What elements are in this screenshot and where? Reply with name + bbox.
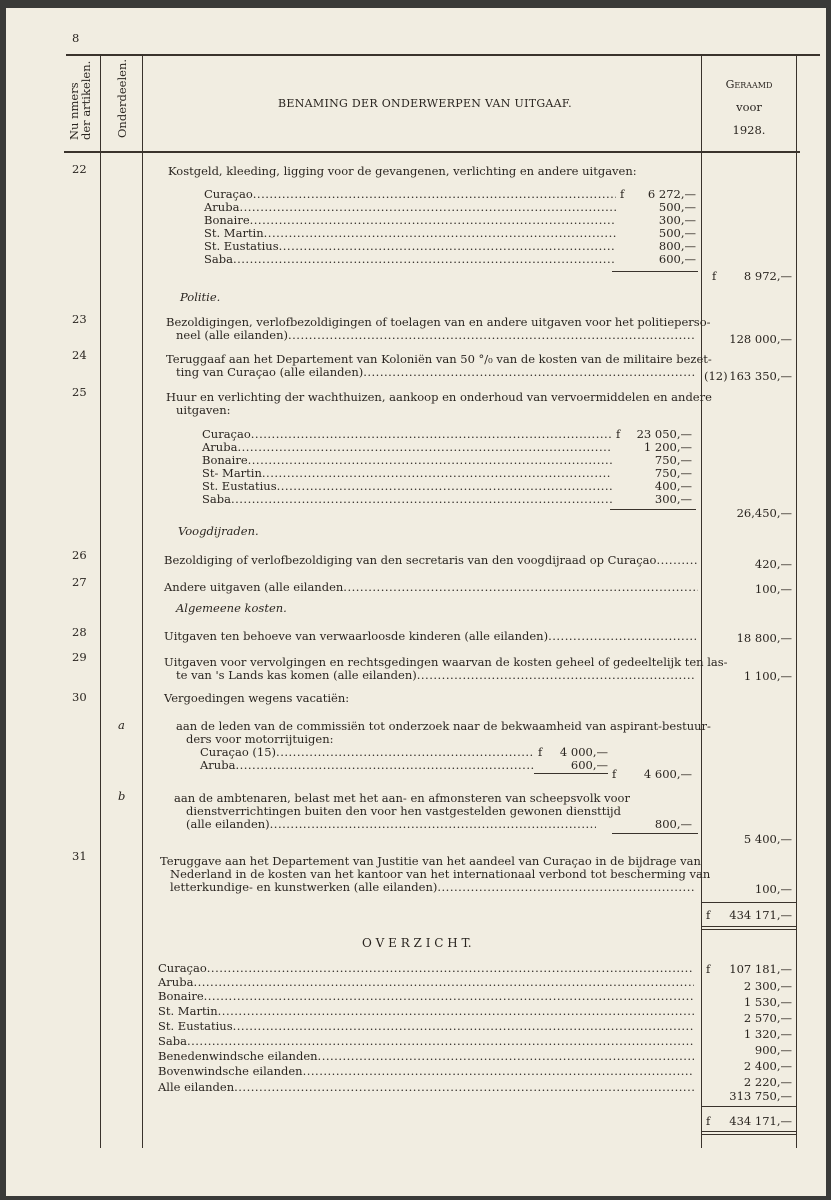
- article-text: Kostgeld, kleeding, ligging voor de gevangenen, verlichting en andere uitgaven:: [168, 164, 637, 178]
- total-rule: [702, 1106, 796, 1107]
- florin-sign: f: [538, 745, 543, 759]
- amount: 300,—: [658, 213, 696, 227]
- amount: 6 272,—: [647, 187, 696, 201]
- amount: 800,—: [658, 239, 696, 253]
- florin-sign: f: [706, 908, 711, 922]
- section-heading: Algemeene kosten.: [176, 601, 287, 615]
- document-page: [6, 8, 826, 1196]
- summary-amount: 1 530,—: [743, 995, 792, 1009]
- summary-row: Saba .....: [158, 1035, 694, 1048]
- article-number: 25: [72, 385, 87, 399]
- article-text: Uitgaven ten behoeve van verwaarloosde kinderen (alle eilanden) .....: [164, 630, 696, 643]
- article-text: Teruggave aan het Departement van Justitie van het aandeel van Curaçao in de bijdrage van: [160, 854, 701, 868]
- header-col-estimate-1: Geraamd: [725, 78, 773, 91]
- amount: 800,—: [654, 817, 692, 831]
- header-col-estimate-2: voor: [736, 100, 762, 114]
- article-number: 22: [72, 162, 87, 176]
- amount: 400,—: [654, 479, 692, 493]
- article-number: 23: [72, 312, 87, 326]
- article-total: 18 800,—: [736, 631, 792, 645]
- article-total: 128 000,—: [729, 332, 792, 346]
- florin-sign: f: [706, 1114, 711, 1128]
- summary-amount: 313 750,—: [729, 1089, 792, 1103]
- summary-amount: 900,—: [754, 1043, 792, 1057]
- article-text: Teruggaaf aan het Departement van Koloniën van 50 °/₀ van de kosten van de militaire bezet-: [166, 352, 712, 366]
- article-total: 100,—: [754, 582, 792, 596]
- column-rule: [142, 56, 143, 1148]
- total-rule: [702, 1134, 796, 1135]
- reference-note: (12): [704, 369, 728, 383]
- list-item: Curaçao .....: [204, 188, 616, 201]
- sum-rule: [610, 509, 696, 510]
- summary-row: Alle eilanden .....: [158, 1081, 694, 1094]
- sub-item-mark: b: [118, 789, 126, 803]
- florin-sign: f: [620, 187, 625, 201]
- amount: 23 050,—: [636, 427, 692, 441]
- amount: 300,—: [654, 492, 692, 506]
- article-number: 29: [72, 650, 87, 664]
- list-item: St. Martin .....: [204, 227, 616, 240]
- list-item: Aruba .....: [204, 201, 616, 214]
- list-item: Curaçao (15) .....: [200, 746, 534, 759]
- grand-total: 434 171,—: [729, 908, 792, 922]
- article-text: neel (alle eilanden) .....: [176, 329, 696, 342]
- sum-rule: [534, 773, 608, 774]
- florin-sign: f: [616, 427, 621, 441]
- article-text: Bezoldiging of verlofbezoldiging van den secretaris van den voogdijraad op Curaçao .....: [164, 554, 698, 567]
- article-total: 26,450,—: [736, 506, 792, 520]
- florin-sign: f: [612, 767, 617, 781]
- sub-item-mark: a: [118, 718, 125, 732]
- article-text: aan de leden van de commissiën tot onderzoek naar de bekwaamheid van aspirant-bestuur-: [176, 719, 711, 733]
- header-col-articles: Nu nmers der artikelen.: [67, 60, 93, 140]
- list-item: St. Eustatius .....: [204, 240, 616, 253]
- florin-sign: f: [706, 962, 711, 976]
- summary-amount: 107 181,—: [729, 962, 792, 976]
- amount: 500,—: [658, 200, 696, 214]
- list-item: St- Martin .....: [202, 467, 612, 480]
- article-text: aan de ambtenaren, belast met het aan- en afmonsteren van scheepsvolk voor: [174, 791, 630, 805]
- article-text: Vergoedingen wegens vacatiën:: [164, 691, 350, 705]
- amount: 600,—: [658, 252, 696, 266]
- article-text: letterkundige- en kunstwerken (alle eilanden) .....: [170, 881, 696, 894]
- summary-row: Bovenwindsche eilanden .....: [158, 1065, 694, 1078]
- column-rule: [701, 56, 702, 1148]
- article-number: 30: [72, 690, 87, 704]
- article-total: 8 972,—: [743, 269, 792, 283]
- list-item: Saba .....: [202, 493, 612, 506]
- article-text: uitgaven:: [176, 403, 231, 417]
- summary-title: O V E R Z I C H T.: [362, 936, 472, 950]
- article-number: 26: [72, 548, 87, 562]
- total-rule: [702, 1131, 796, 1132]
- summary-row: St. Eustatius .....: [158, 1020, 694, 1033]
- summary-row: Benedenwindsche eilanden .....: [158, 1050, 694, 1063]
- list-item: Saba .....: [204, 253, 616, 266]
- article-text: te van 's Lands kas komen (alle eilanden) .....: [176, 669, 696, 682]
- list-item: Bonaire .....: [204, 214, 616, 227]
- summary-amount: 2 220,—: [743, 1075, 792, 1089]
- summary-row: Curaçao .....: [158, 962, 694, 975]
- article-number: 24: [72, 348, 87, 362]
- article-number: 31: [72, 849, 87, 863]
- summary-amount: 2 400,—: [743, 1059, 792, 1073]
- list-item: Aruba .....: [202, 441, 612, 454]
- section-heading: Politie.: [180, 290, 221, 304]
- amount: 750,—: [654, 466, 692, 480]
- column-rule: [796, 56, 797, 1148]
- total-rule: [702, 929, 796, 930]
- header-top-rule: [66, 54, 820, 56]
- summary-amount: 2 300,—: [743, 979, 792, 993]
- list-item: Bonaire .....: [202, 454, 612, 467]
- article-text: (alle eilanden) .....: [186, 818, 596, 831]
- article-text: ting van Curaçao (alle eilanden) .....: [176, 366, 696, 379]
- summary-amount: 1 320,—: [743, 1027, 792, 1041]
- list-item: Aruba .....: [200, 759, 534, 772]
- amount: 1 200,—: [643, 440, 692, 454]
- page-number: 8: [72, 31, 80, 45]
- summary-row: Bonaire .....: [158, 990, 694, 1003]
- article-total: 420,—: [754, 557, 792, 571]
- amount: 750,—: [654, 453, 692, 467]
- article-text: Uitgaven voor vervolgingen en rechtsgedingen waarvan de kosten geheel of gedeeltelijk ten las-: [164, 655, 728, 669]
- article-total: 163 350,—: [729, 369, 792, 383]
- article-text: Huur en verlichting der wachthuizen, aankoop en onderhoud van vervoermiddelen en andere: [166, 390, 712, 404]
- article-text: Bezoldigingen, verlofbezoldigingen of toelagen van en andere uitgaven voor het politieperso-: [166, 315, 711, 329]
- header-col-description: BENAMING DER ONDERWERPEN VAN UITGAAF.: [278, 97, 572, 110]
- summary-total: 434 171,—: [729, 1114, 792, 1128]
- total-rule: [702, 902, 796, 903]
- amount: 4 600,—: [643, 767, 692, 781]
- amount: 600,—: [570, 758, 608, 772]
- section-heading: Voogdijraden.: [178, 524, 259, 538]
- article-number: 27: [72, 575, 87, 589]
- sum-rule: [612, 271, 698, 272]
- article-total: 5 400,—: [743, 832, 792, 846]
- header-col-parts: Onderdeelen.: [115, 58, 129, 138]
- article-text: Nederland in de kosten van het kantoor van het internationaal verbond tot bescherming van: [170, 867, 711, 881]
- article-text: ders voor motorrijtuigen:: [186, 732, 334, 746]
- florin-sign: f: [712, 269, 717, 283]
- article-text: dienstverrichtingen buiten den voor hen vastgestelden gewonen diensttijd: [186, 804, 621, 818]
- total-rule: [702, 926, 796, 927]
- sum-rule: [612, 833, 698, 834]
- article-text: Andere uitgaven (alle eilanden .....: [164, 581, 698, 594]
- list-item: St. Eustatius .....: [202, 480, 612, 493]
- header-bottom-rule: [64, 151, 800, 153]
- list-item: Curaçao .....: [202, 428, 612, 441]
- header-col-estimate-3: 1928.: [732, 123, 766, 137]
- article-total: 1 100,—: [743, 669, 792, 683]
- summary-amount: 2 570,—: [743, 1011, 792, 1025]
- summary-row: Aruba .....: [158, 976, 694, 989]
- column-rule: [100, 56, 101, 1148]
- article-total: 100,—: [754, 882, 792, 896]
- summary-row: St. Martin .....: [158, 1005, 694, 1018]
- article-number: 28: [72, 625, 87, 639]
- amount: 500,—: [658, 226, 696, 240]
- amount: 4 000,—: [559, 745, 608, 759]
